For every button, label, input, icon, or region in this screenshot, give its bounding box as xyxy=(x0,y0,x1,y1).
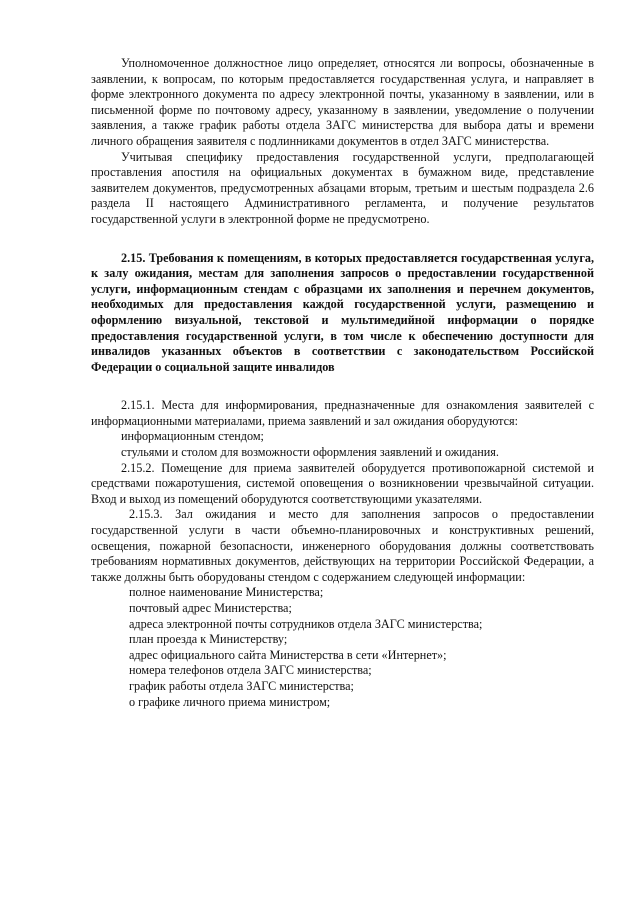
spacer xyxy=(91,228,594,251)
list-item: информационным стендом; xyxy=(121,429,264,444)
section-heading-2-15: 2.15. Требования к помещениям, в которых предоставляется государственная услуга, к залу ожидания, местам для заполнения запросов о предоставлении государственной услуги, информационным стендам с образцами их заполнения и перечнем документов, необходимых для предоставления каждой государственной услуги, размещению и оформлению визуальной, текстовой и мультимедийной информации о порядке предоставления государственной услуги, в том числе к обеспечению доступности для инвалидов указанных объектов в соответствии с законодательством Российской Федерации о социальной защите инвалидов xyxy=(91,250,594,374)
list-item: адрес официального сайта Министерства в сети «Интернет»; xyxy=(129,647,447,662)
list-item: полное наименование Министерства; xyxy=(129,585,324,600)
paragraph-2-15-1: 2.15.1. Места для информирования, предназначенные для ознакомления заявителей с информационными материалами, приема заявлений и зал ожидания оборудуются: xyxy=(91,398,594,428)
spacer xyxy=(91,375,594,398)
list-item: почтовый адрес Министерства; xyxy=(129,601,292,615)
list-item: график работы отдела ЗАГС министерства; xyxy=(129,678,354,693)
paragraph-2-15-2: 2.15.2. Помещение для приема заявителей оборудуется противопожарной системой и средствами пожаротушения, системой оповещения о возникновении чрезвычайной ситуации. Вход и выход из помещений оборудуются соответствующими указателями. xyxy=(91,460,594,506)
paragraph-2-15-3: 2.15.3. Зал ожидания и место для заполнения запросов о предоставлении государственной услуги в части объемно-планировочных и конструктивных решений, освещения, пожарной безопасности, инженерного оборудования должны соответствовать требованиям нормативных документов, действующих на территории Российской Федерации, а также должны быть оборудованы стендом с содержанием следующей информации: xyxy=(91,507,594,584)
paragraph-apostille: Учитывая специфику предоставления государственной услуги, предполагающей проставления апостиля на официальных документах в бумажном виде, представление заявителем документов, предусмотренных абзацами вторым, третьим и шестым подраздела 2.6 раздела II настоящего Административного регламента, и получение результатов государственной услуги в электронной форме не предусмотрено. xyxy=(91,149,594,226)
list-item: номера телефонов отдела ЗАГС министерства; xyxy=(129,663,372,678)
list-item: адреса электронной почты сотрудников отдела ЗАГС министерства; xyxy=(129,616,483,631)
document-page xyxy=(91,56,594,710)
list-item: стульями и столом для возможности оформления заявлений и ожидания. xyxy=(121,445,499,460)
list-item: план проезда к Министерству; xyxy=(129,632,288,647)
list-item: о графике личного приема министром; xyxy=(129,694,331,709)
paragraph-notification: Уполномоченное должностное лицо определяет, относятся ли вопросы, обозначенные в заявлении, к вопросам, по которым предоставляется государственная услуга, и направляет в форме электронного документа по адресу электронной почты, указанному в заявлении, или в письменной форме по почтовому адресу, указанному в заявлении, уведомление о получении заявления, а также график работы отдела ЗАГС министерства для выбора даты и времени личного обращения заявителя с подлинниками документов в отдел ЗАГС министерства. xyxy=(91,56,594,148)
